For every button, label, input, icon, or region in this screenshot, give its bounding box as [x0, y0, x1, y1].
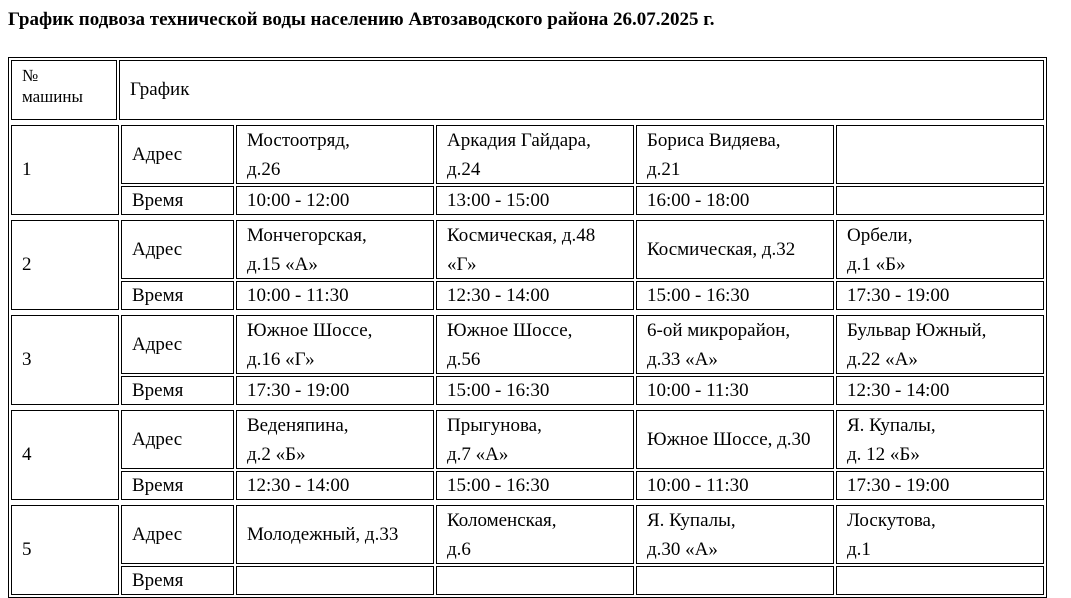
address-cell-box [636, 315, 834, 374]
time-cell: 10:00 - 12:00 [247, 190, 350, 211]
address-cell: Прыгунова, д.7 «А» [447, 414, 542, 465]
time-cell: 17:30 - 19:00 [847, 475, 950, 496]
time-cell: 10:00 - 11:30 [647, 475, 749, 496]
machine-schedule [121, 125, 1044, 215]
machine-schedule [121, 315, 1044, 405]
time-cell-box [636, 186, 834, 215]
time-cell-box [436, 281, 634, 310]
time-cell: 15:00 - 16:30 [647, 285, 750, 306]
time-row [121, 376, 1044, 405]
address-label: Адрес [121, 315, 234, 374]
address-cell: Космическая, д.48 «Г» [447, 224, 596, 275]
address-cell: Веденяпина, д.2 «Б» [247, 414, 349, 465]
address-cell: Я. Купалы, д.30 «А» [647, 509, 736, 560]
addr-row [121, 505, 1044, 564]
address-label: Адрес [121, 410, 234, 469]
time-cell: 15:00 - 16:30 [447, 380, 550, 401]
time-label: Время [121, 471, 234, 500]
machine-schedule [121, 410, 1044, 500]
time-cell-box [436, 186, 634, 215]
time-cell: 16:00 - 18:00 [647, 190, 750, 211]
time-cell-box [836, 566, 1044, 595]
addr-row [121, 220, 1044, 279]
address-label: Адрес [121, 505, 234, 564]
address-cell: Молодежный, д.33 [247, 524, 399, 545]
time-cell-box [236, 186, 434, 215]
address-cell: Орбели, д.1 «Б» [847, 224, 913, 275]
machine-number: 5 [11, 505, 119, 595]
address-cell: Я. Купалы, д. 12 «Б» [847, 414, 936, 465]
address-cell-box [236, 220, 434, 279]
time-cell: 10:00 - 11:30 [247, 285, 349, 306]
address-cell-box [236, 315, 434, 374]
time-cell: 17:30 - 19:00 [847, 285, 950, 306]
machine-schedule [121, 505, 1044, 595]
time-cell-box [236, 566, 434, 595]
address-cell: Космическая, д.32 [647, 239, 796, 260]
address-cell: Южное Шоссе, д.56 [447, 319, 573, 370]
time-label: Время [121, 186, 234, 215]
address-cell: Мостоотряд, д.26 [247, 129, 350, 180]
address-cell: Южное Шоссе, д.30 [647, 429, 811, 450]
page-title: График подвоза технической воды населению Автозаводского района 26.07.2025 г. [8, 9, 715, 30]
address-cell-box [436, 125, 634, 184]
header-machine-number: № машины [11, 60, 117, 120]
time-row [121, 471, 1044, 500]
machine-number: 4 [11, 410, 119, 500]
time-cell-box [436, 471, 634, 500]
address-cell-box [436, 505, 634, 564]
time-cell-box [436, 376, 634, 405]
address-cell: Мончегорская, д.15 «А» [247, 224, 367, 275]
time-cell-box [636, 281, 834, 310]
header-schedule: График [119, 60, 1044, 120]
address-cell-box [236, 410, 434, 469]
address-cell-box [836, 125, 1044, 184]
time-cell-box [236, 281, 434, 310]
time-cell: 17:30 - 19:00 [247, 380, 350, 401]
time-row [121, 566, 1044, 595]
address-cell-box [636, 220, 834, 279]
address-cell-box [836, 410, 1044, 469]
address-label: Адрес [121, 125, 234, 184]
time-cell-box [836, 471, 1044, 500]
machine-row [10, 219, 1045, 311]
machine-number: 2 [11, 220, 119, 310]
machine-row [10, 314, 1045, 406]
machine-list [10, 124, 1045, 596]
time-cell: 12:30 - 14:00 [847, 380, 950, 401]
time-label: Время [121, 566, 234, 595]
time-cell: 13:00 - 15:00 [447, 190, 550, 211]
address-cell-box [436, 220, 634, 279]
machine-row [10, 124, 1045, 216]
address-cell-box [836, 315, 1044, 374]
address-cell-box [636, 505, 834, 564]
time-cell: 15:00 - 16:30 [447, 475, 550, 496]
time-label: Время [121, 376, 234, 405]
address-cell-box [836, 220, 1044, 279]
time-cell-box [236, 376, 434, 405]
addr-row [121, 410, 1044, 469]
address-cell-box [636, 410, 834, 469]
addr-row [121, 315, 1044, 374]
time-cell: 12:30 - 14:00 [447, 285, 550, 306]
machine-number: 3 [11, 315, 119, 405]
address-cell-box [236, 125, 434, 184]
time-row [121, 186, 1044, 215]
header-row [10, 59, 1045, 121]
time-cell: 12:30 - 14:00 [247, 475, 350, 496]
time-row [121, 281, 1044, 310]
time-cell: 10:00 - 11:30 [647, 380, 749, 401]
address-label: Адрес [121, 220, 234, 279]
time-cell-box [836, 376, 1044, 405]
address-cell-box [436, 315, 634, 374]
address-cell: Бориса Видяева, д.21 [647, 129, 781, 180]
schedule-table [8, 57, 1047, 598]
address-cell: Южное Шоссе, д.16 «Г» [247, 319, 373, 370]
address-cell-box [636, 125, 834, 184]
machine-row [10, 504, 1045, 596]
address-cell: Коломенская, д.6 [447, 509, 557, 560]
address-cell-box [836, 505, 1044, 564]
time-cell-box [636, 566, 834, 595]
address-cell: Аркадия Гайдара, д.24 [447, 129, 591, 180]
address-cell-box [436, 410, 634, 469]
machine-row [10, 409, 1045, 501]
time-cell-box [636, 376, 834, 405]
addr-row [121, 125, 1044, 184]
machine-number: 1 [11, 125, 119, 215]
time-cell-box [236, 471, 434, 500]
time-cell-box [636, 471, 834, 500]
machine-schedule [121, 220, 1044, 310]
time-cell-box [436, 566, 634, 595]
time-cell-box [836, 186, 1044, 215]
time-cell-box [836, 281, 1044, 310]
address-cell: Бульвар Южный, д.22 «А» [847, 319, 987, 370]
address-cell: 6-ой микрорайон, д.33 «А» [647, 319, 791, 370]
address-cell: Лоскутова, д.1 [847, 509, 936, 560]
address-cell-box [236, 505, 434, 564]
time-label: Время [121, 281, 234, 310]
